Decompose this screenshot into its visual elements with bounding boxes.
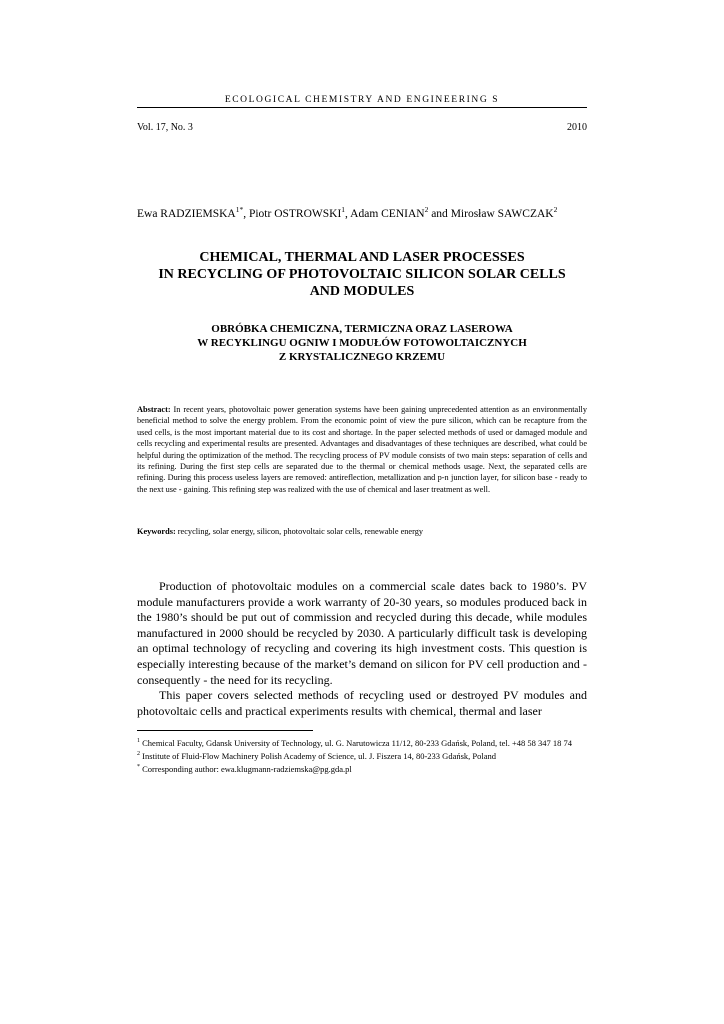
subtitle-line: W RECYKLINGU OGNIW I MODUŁÓW FOTOWOLTAICZNYCH [197, 337, 527, 349]
keywords [137, 526, 587, 537]
author-affiliation-mark: 1 [341, 205, 346, 214]
title-line: AND MODULES [309, 284, 415, 299]
publication-year: 2010 [567, 122, 587, 133]
body-paragraph: Production of photovoltaic modules on a commercial scale dates back to 1980’s. PV module manufacturers provide a work warranty of 20-30 years, so modules produced back in the 1980’s should be put out of commission and recycled during this decade, while modules manufactured in 2000 should be recycled by 2030. A particularly difficult task is developing an optimal technology of recycling and covering its high investment costs. This question is especially interesting because of the market’s demand on silicon for PV cell production and - consequently - the need for its recycling. [137, 579, 587, 687]
subtitle-line: OBRÓBKA CHEMICZNA, TERMICZNA ORAZ LASEROWA [211, 323, 513, 335]
author-separator: , [243, 207, 249, 220]
footnote-mark: 2 [137, 751, 140, 758]
author-name: Ewa RADZIEMSKA [137, 207, 236, 220]
body-paragraph: This paper covers selected methods of recycling used or destroyed PV modules and photovoltaic cells and practical experiments results with chemical, thermal and laser [137, 688, 587, 718]
footnote-mark: * [137, 764, 140, 771]
footnote-text: Institute of Fluid-Flow Machinery Polish Academy of Science, ul. J. Fiszera 14, 80-233 Gdańsk, Poland [140, 750, 497, 761]
author-name: Mirosław SAWCZAK [450, 207, 554, 220]
paper-title [137, 249, 587, 300]
abstract-text: In recent years, photovoltaic power generation systems have been gaining unprecedented attention as an environmentally beneficial method to solve the energy problem. From the economic point of view the pure silicon, which can be recapture from the used cells, is the most important material due to its cost and shortage. In the paper selected methods of used or damaged module and cells recycling and experimental results are presented. Advantages and disadvantages of these techniques are described, what could be helpful during the optimization of the method. The recycling process of PV module consists of two main steps: separation of cells and its refining. During the first step cells are separated due to the thermal or chemical methods usage. Next, the separated cells are refining. During this process useless layers are removed: antireflection, metallization and p-n junction layer, for silicon base - ready to the next use - gaining. This refining step was realized with the use of chemical and laser treatment as well. [137, 405, 587, 494]
abstract [137, 404, 587, 495]
footnote-text: Chemical Faculty, Gdansk University of Technology, ul. G. Narutowicza 11/12, 80-233 Gdańsk, Poland, tel. +48 58 347 18 74 [140, 737, 573, 748]
author-affiliation-mark: 1* [235, 205, 244, 214]
abstract-label: Abstract: [137, 405, 171, 414]
footnote-text: Corresponding author: ewa.klugmann-radziemska@pg.gda.pl [140, 763, 352, 774]
author-separator: , [345, 207, 351, 220]
footnote [137, 749, 587, 762]
subtitle-line: Z KRYSTALICZNEGO KRZEMU [278, 351, 446, 363]
footnote [137, 736, 587, 749]
author-name: Adam CENIAN [350, 207, 425, 220]
footnote-rule [137, 730, 313, 731]
header-rule [137, 107, 587, 108]
volume-line [137, 122, 587, 133]
volume-number: Vol. 17, No. 3 [137, 122, 193, 133]
title-line: CHEMICAL, THERMAL AND LASER PROCESSES [199, 250, 525, 265]
author-affiliation-mark: 2 [553, 205, 558, 214]
author-affiliation-mark: 2 [424, 205, 429, 214]
paper-title-polish [137, 322, 587, 364]
author-list [137, 205, 597, 220]
author-separator: and [428, 207, 451, 220]
author-name: Piotr OSTROWSKI [248, 207, 342, 220]
journal-running-head: ECOLOGICAL CHEMISTRY AND ENGINEERING S [224, 95, 500, 105]
footnote [137, 762, 587, 775]
keywords-label: Keywords: [137, 527, 176, 536]
footnotes [137, 736, 587, 775]
title-line: IN RECYCLING OF PHOTOVOLTAIC SILICON SOLAR CELLS [158, 267, 566, 282]
body-text [137, 579, 587, 719]
footnote-mark: 1 [137, 738, 140, 744]
keywords-text: recycling, solar energy, silicon, photovoltaic solar cells, renewable energy [175, 527, 424, 536]
